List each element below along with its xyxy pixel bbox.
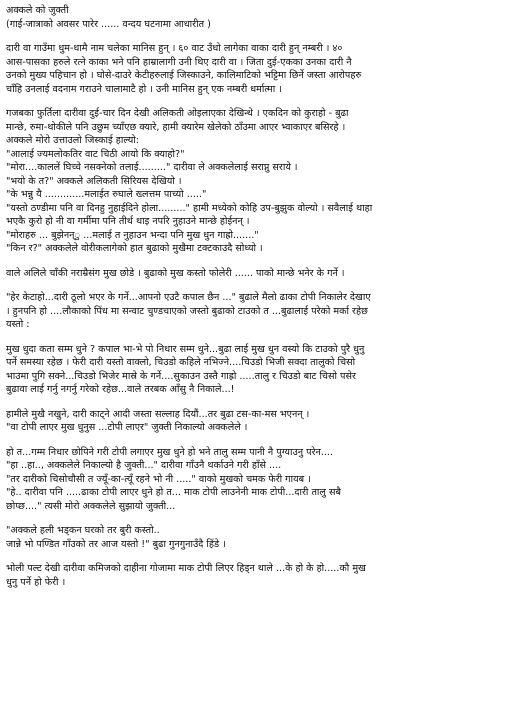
text-line: भोली पल्ट देखी दारीवा कमिजको दाहीना गोजामा माक टोपी लिएर हिड्न थाले ...के हो के हो.....कौ मुख (6, 563, 366, 574)
paragraph (6, 267, 508, 281)
document-subtitle: (गाई-जात्राको अवसर पारेर ...... वन्दय घटनामा आधारीत ) (6, 18, 211, 30)
text-line: मान्छे, रुमा-थोकीले पनि उछुम च्याँएछ क्यारे, हामी क्यारेम खेलेको ठाँउमा आएर भ्वाकाएर बसिरहे । (6, 121, 346, 133)
text-line: "हे.. दारीवा पनि .....ढाका टोपी लाएर धुने हो त... माक टोपी लाउनेनी माक टोपी...दारी तालु सबै (6, 487, 341, 498)
text-line: जान्ने भो पण्डित गाँउको तर आज यस्तो !" बुढा गुनगुनाउँदै हिंडे । (6, 538, 226, 550)
text-line: गजबका फुर्तिला दारीवा दुई-चार दिन देखी अलिकती ओइलाएका देखिन्थे । एकदिन को कुराहो - बुढा (6, 108, 349, 119)
text-line: "मोराहरु ... बुझेनन्ु ...मलाई त नुहाउन भन्दा पनि मुख धुन गाह्रो......." (6, 229, 259, 241)
paragraph (6, 408, 508, 435)
text-line: छोप्छ...." त्यसी मोरो अक्कलेले सुझायो जुक्ती... (6, 500, 176, 512)
text-line: हामीले मुखै नखुने, दारी काट्ने आदी जस्ता सल्लाह दियौं...तर बुढा टस-का-मस भएनन् । (6, 408, 310, 420)
text-line: भाउमा पुगि सक्ने...चिउडो भिजेर मास्रे के गर्ने....सुकाउन उस्तै गाह्रो .....तालु र चिउडो बाट चिसो पसेर (6, 370, 356, 382)
text-line: "अक्कले हली भड्कन घरको तर बुरी कस्तो.. (6, 525, 160, 536)
text-line: हो त...गम्म निधार छोपिने गरी टोपी लगाएर मुख धुने हो भने तालु सम्म पानी नै पुग्याउनु परेन.... (6, 446, 334, 458)
text-line: चाँहि उनलाई वदनाम गराउने चालामाटै हो । उनी मानिस हुन् एक नम्बरी धर्मात्मा । (6, 83, 282, 95)
text-line: बुढावा लाई गर्नु नगर्नु गरेको रहेछ...वाले तरबक आँसु नै निकाले...! (6, 384, 235, 395)
document-page (6, 4, 508, 589)
text-line: । हुनपनि हो ....लौकाको पिंध मा सन्वाट चुण्डचाएको जस्तो बुढाको टाउको त ...बुढालाई परेको मर्का रहेछ (6, 305, 368, 317)
paragraph (6, 343, 508, 397)
paragraph (6, 446, 508, 514)
paragraph (6, 291, 508, 332)
text-line: पर्ने समस्या रहेछ । फेरी दारी यस्तो वाक्लो, चिउडो कहिले नभिज्ने....चिउडो भिजी सक्दा तालुको चिसो (6, 357, 356, 368)
text-line: "हेर केटाहो...दारी ठूलो भएर के गर्ने...आपनो एउटै कपाल छैन ..." बुढाले मैलो ढाका टोपी निकालेर देखाए (6, 292, 371, 303)
text-line: "आलाई ज्यमलोकतिर वाट चिठी आयो कि क्याहो?" (6, 148, 185, 160)
text-line: आस-पासका हरुले रत्ने काका भने पनि हाम्रालागी उनी थिए दारी वा । जिता दुई-एकका उनका दारी नै (6, 56, 352, 68)
paragraph (6, 107, 508, 256)
text-line: "मोरा....काललें घिच्चे नसक्ने‌को तलाई........." दारीवा ले अक्कलेलाई सराप्नु सराये । (6, 162, 298, 173)
text-line: "के भन्नु यै .............मलाईत रुघाले ख्लत्तम पाच्यो ....." (6, 189, 207, 200)
paragraph (6, 42, 508, 96)
text-line: "तर दारीको चिसोचौसी त ज्यूँ-का-त्यूँ रहने भो नी ....." वाको मुखको चमक फेरी गायब । (6, 473, 311, 485)
paragraph (6, 524, 508, 551)
text-line: यस्तो : (6, 319, 30, 330)
text-line: उनको मुख्य पहिचान हो । घोसे-दाउरे केटीहरुलाई जिस्काउने, कालिमाटिको भट्टिमा छिर्ने जस्ता आरोपहरु (6, 70, 362, 81)
text-line: "हा ..हा.., अक्कलेले निकाल्यो है जुक्ती..." दारीवा गाँउनै थर्काउने गरी हाँसे .... (6, 460, 282, 471)
text-line: "यस्तो ठण्डीमा पनि वा दिनहु नुहाईदिने होला........." हामी मध्येको कोहि उप-बुझुक वोल्यो । सवैलाई थाहा (6, 202, 373, 214)
text-line: मुख धुदा कता सम्म धुने ? कपाल भा-भे पो निधार सम्म धुने...बुढा लाई मुख धुन वस्यो कि टाउको पुरै धुनु (6, 343, 365, 355)
text-line: "किन र?" अक्कलेले वोरीकलागेको हात बुढाको मुखैमा टक्टकाउदै सोध्यो । (6, 243, 263, 254)
text-line: "वा टोपी लाएर मुख धुनुस ...टोपी लाएर" जुक्ती निकाल्यो अक्कलेले । (6, 422, 248, 433)
text-line: "भयो के त?" अक्कले अलिकती सिरियस देखियो । (6, 175, 182, 187)
document-title: अक्कले को जुक्ती (6, 5, 69, 16)
text-line: दारी वा गाउँमा धुम-धामै नाम चलेका मानिस हुन् । ६० वाट उँधो लागेका वाका दारी हुन् नम्बरी । ४० (6, 43, 343, 54)
text-line: धुनु पर्ने हो फेरी । (6, 576, 66, 588)
text-line: अक्कले मोरो उत्ताउलो जिस्काई हाल्यो: (6, 135, 140, 146)
paragraph (6, 562, 508, 589)
text-line: वाले अलिले चाँकी नराम्रैसंग मुख छोडे । बुढाको मुख कस्तो फोलेरी ...... पाको मान्छे भनेर के गर्ने । (6, 267, 345, 279)
text-line: भएकै कुरो हो नी वा गर्मीमा पनि तीर्थ थाइ नपरि नुहाउने मान्छे होईनन् । (6, 216, 250, 227)
